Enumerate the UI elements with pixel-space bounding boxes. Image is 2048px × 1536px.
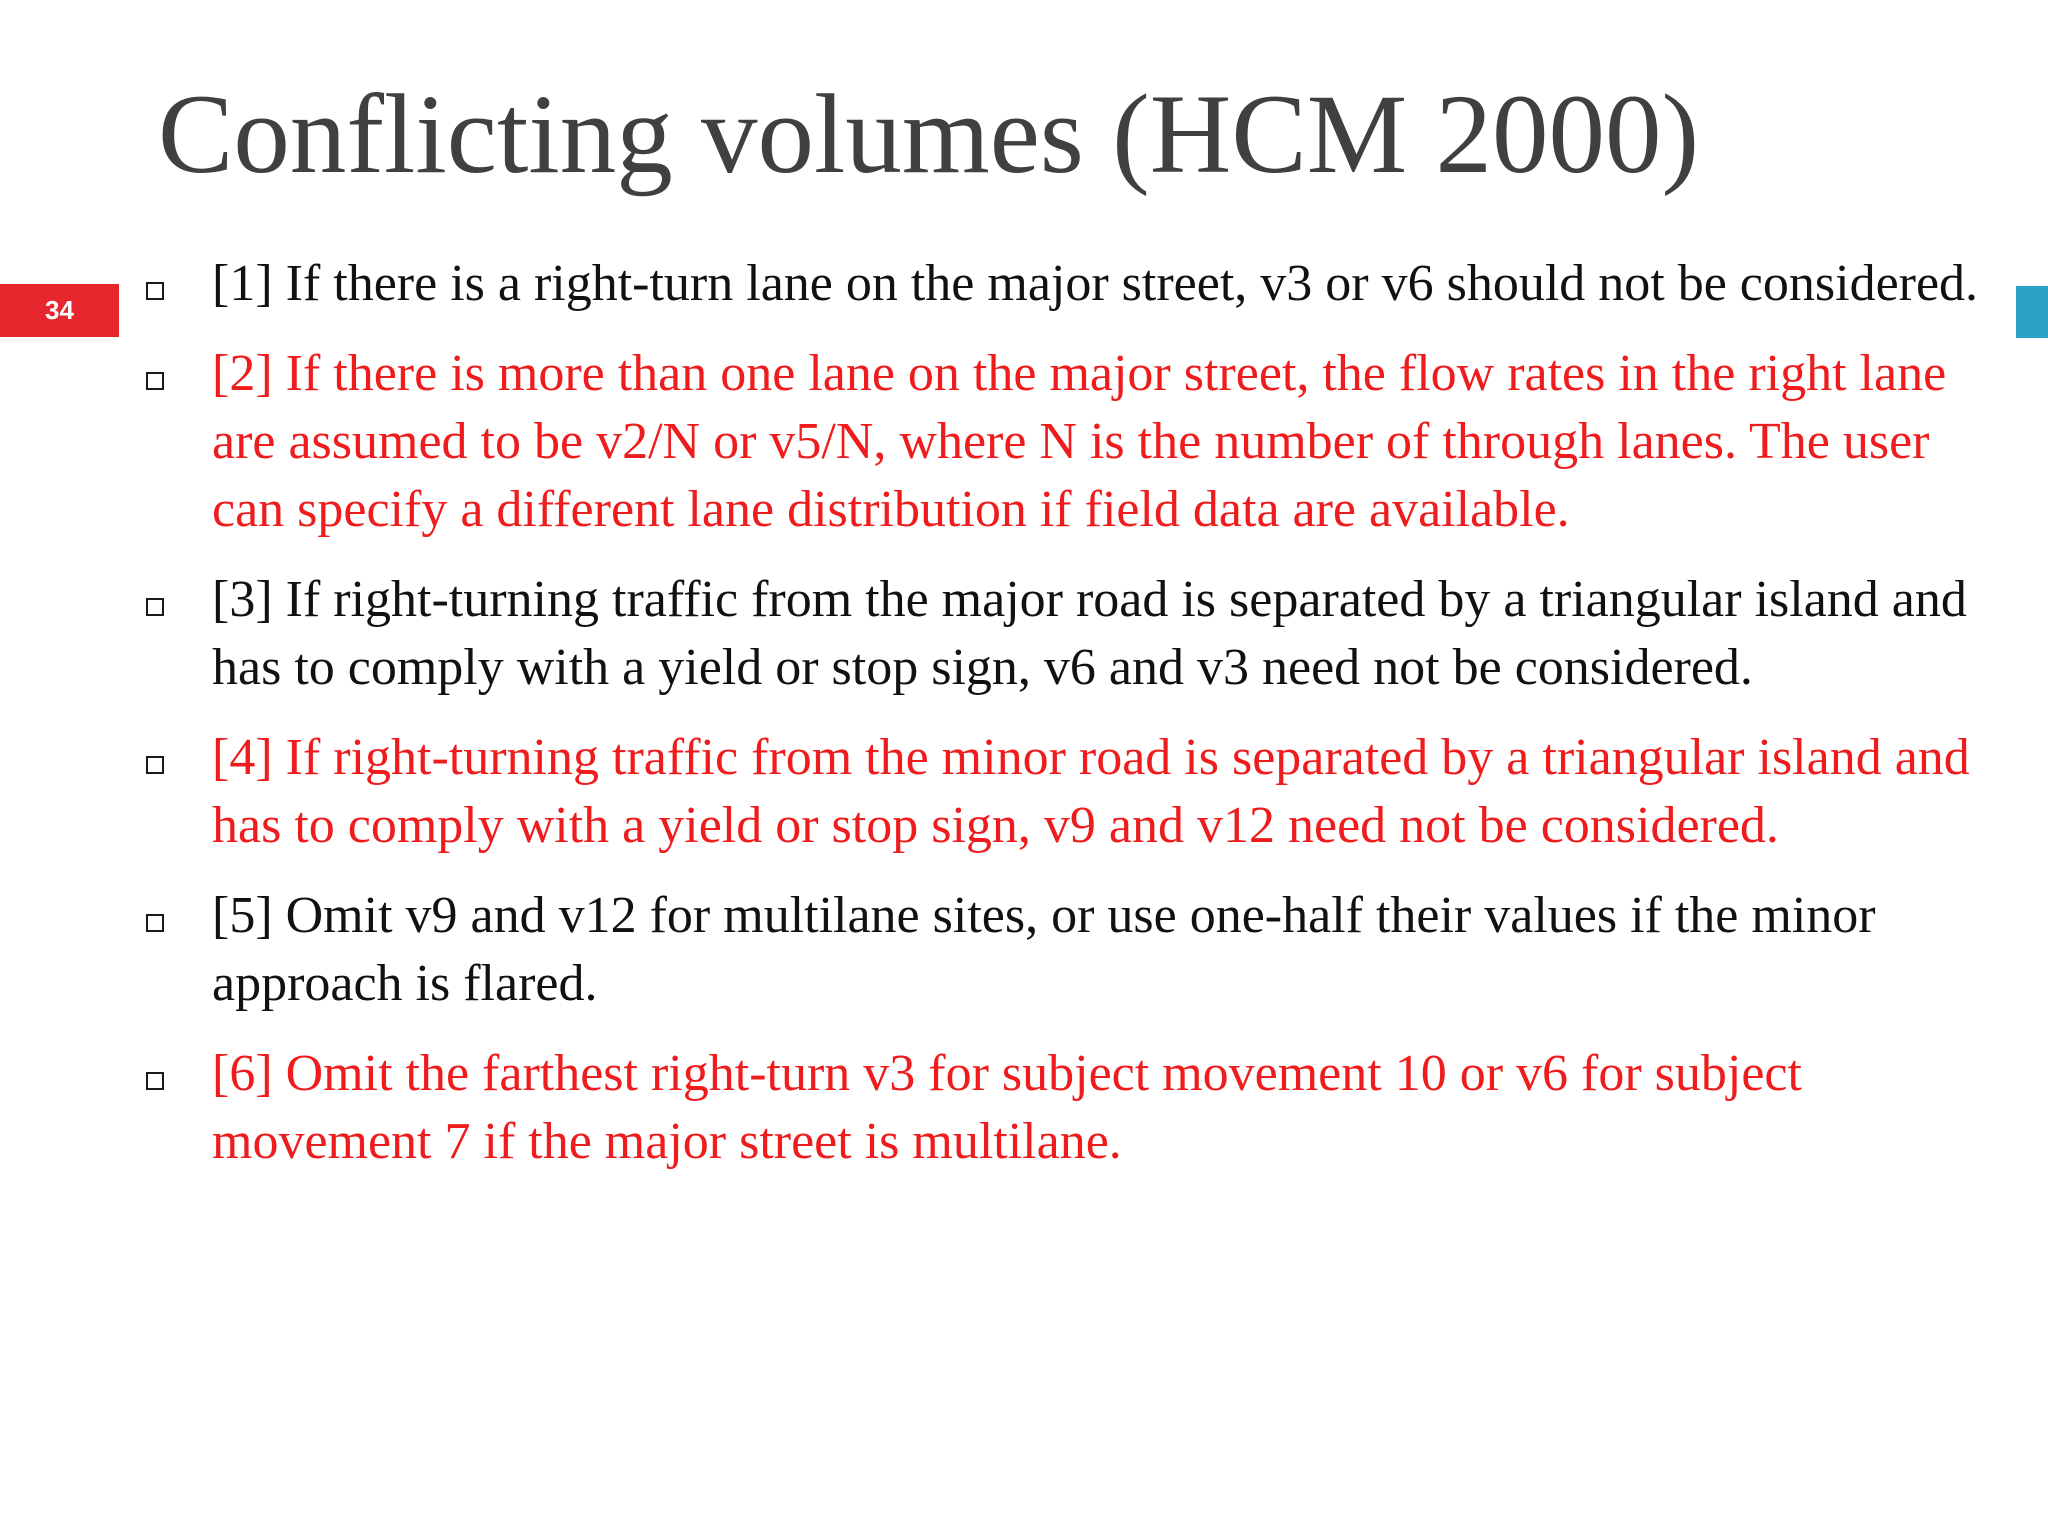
bullet-item-6	[0, 1040, 2048, 1176]
bullet-text: [2] If there is more than one lane on the major street, the flow rates in the right lane are assumed to be v2/N or v5/N, where N is the number of through lanes. The user can specify a different lane distribution if field data are available.	[212, 345, 1947, 538]
square-bullet-icon	[146, 282, 164, 300]
square-bullet-icon	[146, 372, 164, 390]
square-bullet-icon	[146, 914, 164, 932]
bullet-text: [3] If right-turning traffic from the major road is separated by a triangular island and has to comply with a yield or stop sign, v6 and v3 need not be considered.	[212, 571, 1967, 696]
bullet-list	[0, 250, 2048, 1198]
bullet-item-5	[0, 882, 2048, 1018]
bullet-item-2	[0, 340, 2048, 544]
square-bullet-icon	[146, 1072, 164, 1090]
bullet-item-4	[0, 724, 2048, 860]
slide-title: Conflicting volumes (HCM 2000)	[158, 72, 1700, 197]
bullet-item-3	[0, 566, 2048, 702]
square-bullet-icon	[146, 756, 164, 774]
bullet-text: [5] Omit v9 and v12 for multilane sites, or use one-half their values if the minor approach is flared.	[212, 887, 1876, 1012]
page-number-badge: 34	[0, 284, 119, 337]
bullet-text: [6] Omit the farthest right-turn v3 for subject movement 10 or v6 for subject movement 7 if the major street is multilane.	[212, 1045, 1802, 1170]
bullet-text: [4] If right-turning traffic from the minor road is separated by a triangular island and has to comply with a yield or stop sign, v9 and v12 need not be considered.	[212, 729, 1970, 854]
square-bullet-icon	[146, 598, 164, 616]
bullet-item-1	[0, 250, 2048, 318]
bullet-text: [1] If there is a right-turn lane on the major street, v3 or v6 should not be considered.	[212, 255, 1979, 312]
